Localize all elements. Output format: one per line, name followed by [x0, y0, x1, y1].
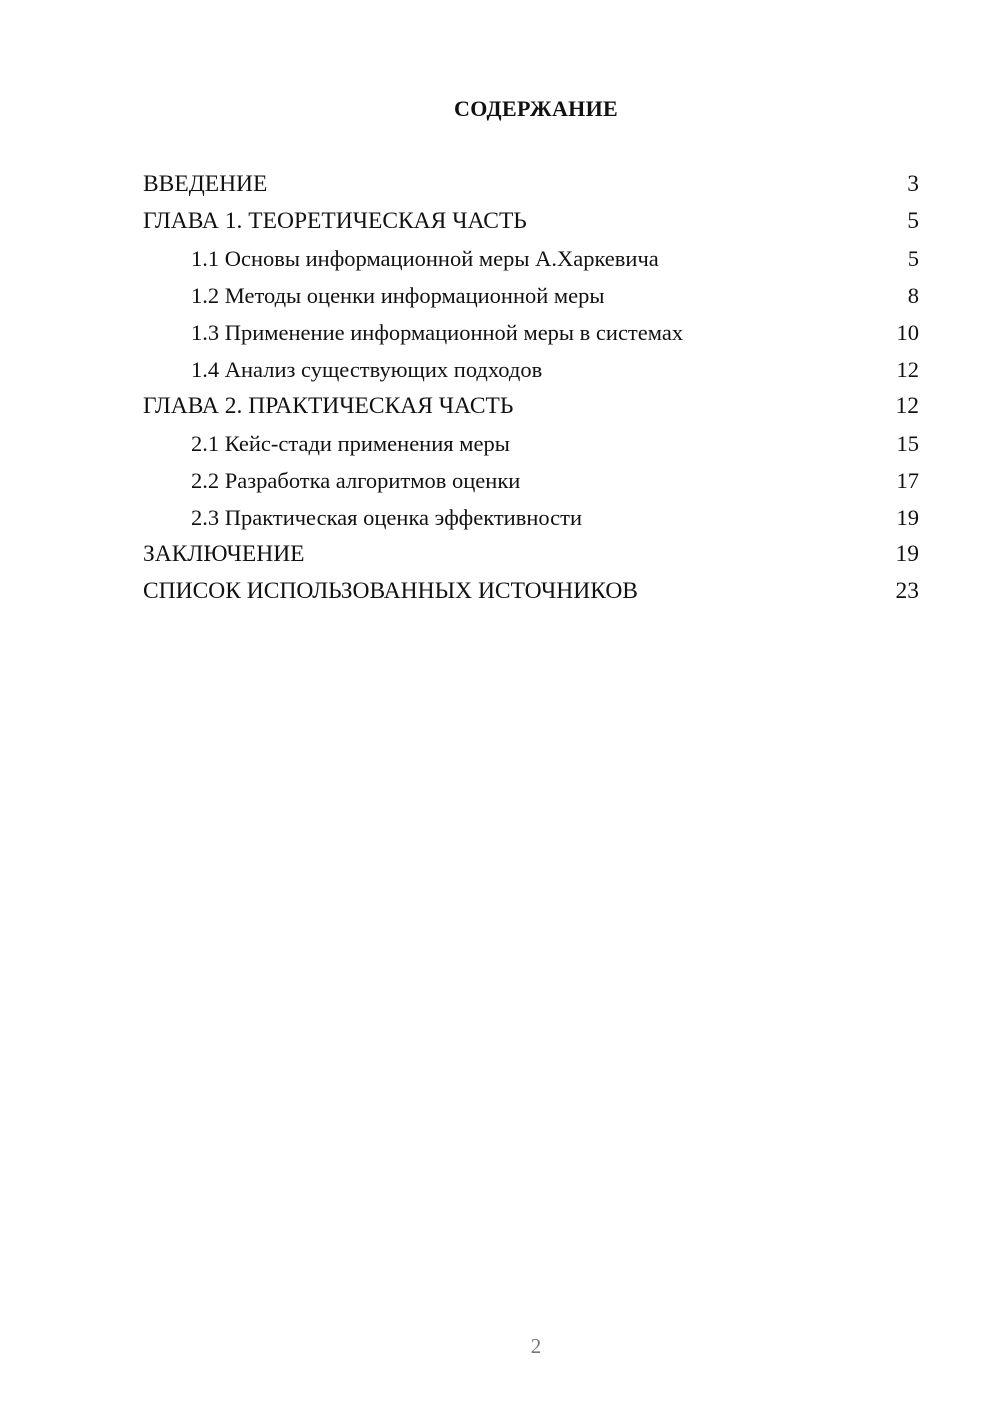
- toc-entry-chapter-1[interactable]: [143, 203, 919, 240]
- toc-entry-page: 17: [896, 468, 919, 493]
- toc-entry-label: 1.2 Методы оценки информационной меры: [191, 283, 605, 308]
- page-number: 2: [530, 1334, 542, 1358]
- toc-entry-page: 5: [907, 246, 919, 271]
- toc-entry-label: ГЛАВА 1. ТЕОРЕТИЧЕСКАЯ ЧАСТЬ: [143, 208, 527, 234]
- toc-entry-section-1-2[interactable]: [143, 277, 919, 314]
- toc-entry-page: 15: [896, 431, 919, 456]
- toc-entry-section-2-2[interactable]: [143, 462, 919, 499]
- toc-entry-chapter-2[interactable]: [143, 388, 919, 425]
- toc-entry-label: 1.4 Анализ существующих подходов: [191, 357, 543, 382]
- toc-entry-label: ГЛАВА 2. ПРАКТИЧЕСКАЯ ЧАСТЬ: [143, 393, 514, 419]
- toc-entry-introduction[interactable]: [143, 166, 919, 203]
- toc-entry-label: 1.1 Основы информационной меры А.Харкевича: [191, 246, 659, 271]
- toc-entry-section-1-3[interactable]: [143, 314, 919, 351]
- toc-entry-label: СПИСОК ИСПОЛЬЗОВАННЫХ ИСТОЧНИКОВ: [143, 578, 638, 604]
- toc-entry-label: 2.2 Разработка алгоритмов оценки: [191, 468, 521, 493]
- toc-entry-label: 2.3 Практическая оценка эффективности: [191, 505, 583, 530]
- toc-title: СОДЕРЖАНИЕ: [454, 96, 618, 121]
- toc-entry-page: 23: [895, 578, 919, 604]
- toc-entry-page: 5: [907, 208, 919, 234]
- toc-entry-page: 12: [895, 393, 919, 419]
- toc-entry-section-1-1[interactable]: [143, 240, 919, 277]
- toc-entry-references[interactable]: [143, 573, 919, 610]
- toc-entry-section-2-3[interactable]: [143, 499, 919, 536]
- toc-entry-page: 3: [907, 171, 919, 197]
- toc-entry-section-2-1[interactable]: [143, 425, 919, 462]
- toc-entry-label: ЗАКЛЮЧЕНИЕ: [143, 541, 305, 567]
- toc-entry-page: 19: [896, 505, 919, 530]
- toc-entry-label: 1.3 Применение информационной меры в системах: [191, 320, 684, 345]
- table-of-contents: [143, 166, 919, 610]
- toc-entry-page: 8: [907, 283, 919, 308]
- toc-entry-page: 12: [896, 357, 919, 382]
- toc-entry-section-1-4[interactable]: [143, 351, 919, 388]
- toc-entry-page: 10: [896, 320, 919, 345]
- toc-entry-label: 2.1 Кейс-стади применения меры: [191, 431, 510, 456]
- toc-entry-conclusion[interactable]: [143, 536, 919, 573]
- toc-entry-page: 19: [895, 541, 919, 567]
- toc-entry-label: ВВЕДЕНИЕ: [143, 171, 268, 197]
